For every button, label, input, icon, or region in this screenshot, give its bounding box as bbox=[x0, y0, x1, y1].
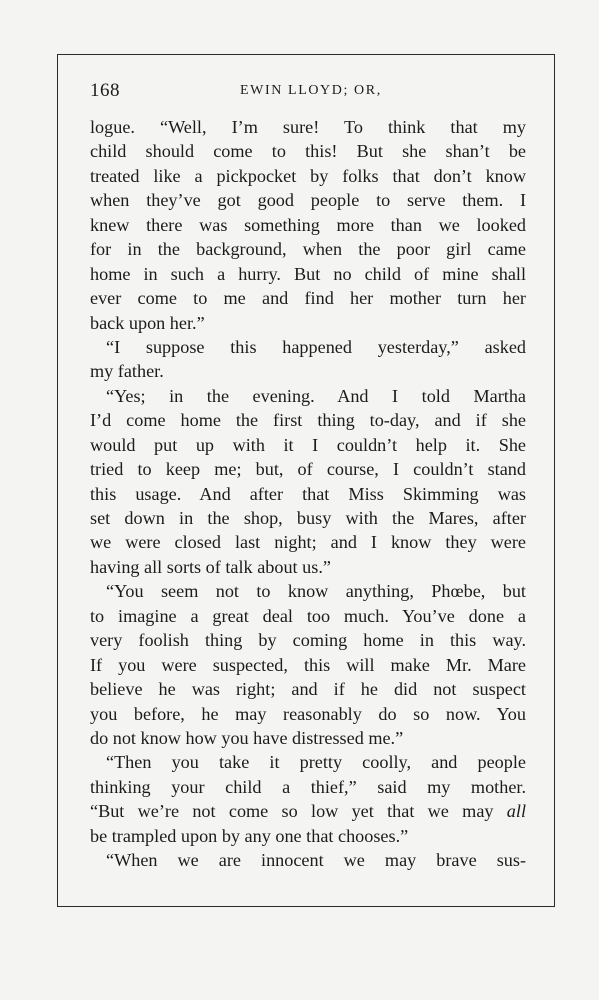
text-line: “Then you take it pretty coolly, and people bbox=[106, 752, 526, 773]
text-line: “Yes; in the evening. And I told Martha bbox=[106, 385, 526, 406]
running-head: EWIN LLOYD; OR, bbox=[240, 83, 382, 98]
text-line: child should come to this! But she shan’t be bbox=[90, 141, 526, 162]
text-line: this usage. And after that Miss Skimming was bbox=[90, 483, 526, 504]
body-text bbox=[90, 115, 526, 873]
text-line: “When we are innocent we may brave sus- bbox=[106, 850, 526, 871]
text-line: you before, he may reasonably do so now. You bbox=[90, 703, 526, 724]
text-line: when they’ve got good people to serve them. I bbox=[90, 190, 526, 211]
text-line: ever come to me and find her mother turn her bbox=[90, 288, 526, 309]
text-line: “But we’re not come so low yet that we may all bbox=[90, 801, 526, 822]
text-line: set down in the shop, busy with the Mares, after bbox=[90, 508, 526, 528]
text-line: my father. bbox=[90, 361, 164, 382]
text-line: logue. “Well, I’m sure! To think that my bbox=[90, 117, 526, 137]
text-line: back upon her.” bbox=[90, 312, 205, 333]
text-line: thinking your child a thief,” said my mother. bbox=[90, 776, 526, 797]
text-line: knew there was something more than we looked bbox=[90, 214, 526, 235]
text-line: tried to keep me; but, of course, I couldn’t stand bbox=[90, 459, 526, 480]
text-line: we were closed last night; and I know they were bbox=[90, 532, 526, 553]
text-line: home in such a hurry. But no child of mine shall bbox=[90, 263, 526, 284]
text-line: would put up with it I couldn’t help it. She bbox=[90, 434, 526, 455]
text-line: I’d come home the first thing to-day, and if she bbox=[90, 410, 526, 431]
text-line: to imagine a great deal too much. You’ve done a bbox=[90, 605, 526, 626]
text-line: for in the background, when the poor girl came bbox=[90, 239, 526, 260]
text-line: treated like a pickpocket by folks that don’t know bbox=[90, 165, 526, 186]
page-number: 168 bbox=[90, 80, 120, 101]
text-line: “I suppose this happened yesterday,” asked bbox=[106, 336, 526, 357]
text-line: do not know how you have distressed me.” bbox=[90, 727, 404, 748]
text-line: If you were suspected, this will make Mr. Mare bbox=[90, 654, 526, 675]
text-line: believe he was right; and if he did not suspect bbox=[90, 679, 526, 700]
page-header bbox=[90, 80, 526, 104]
text-line: “You seem not to know anything, Phœbe, but bbox=[106, 581, 526, 602]
text-line: having all sorts of talk about us.” bbox=[90, 556, 331, 577]
text-line: be trampled upon by any one that chooses.” bbox=[90, 825, 409, 846]
text-line: very foolish thing by coming home in this way. bbox=[90, 630, 526, 651]
